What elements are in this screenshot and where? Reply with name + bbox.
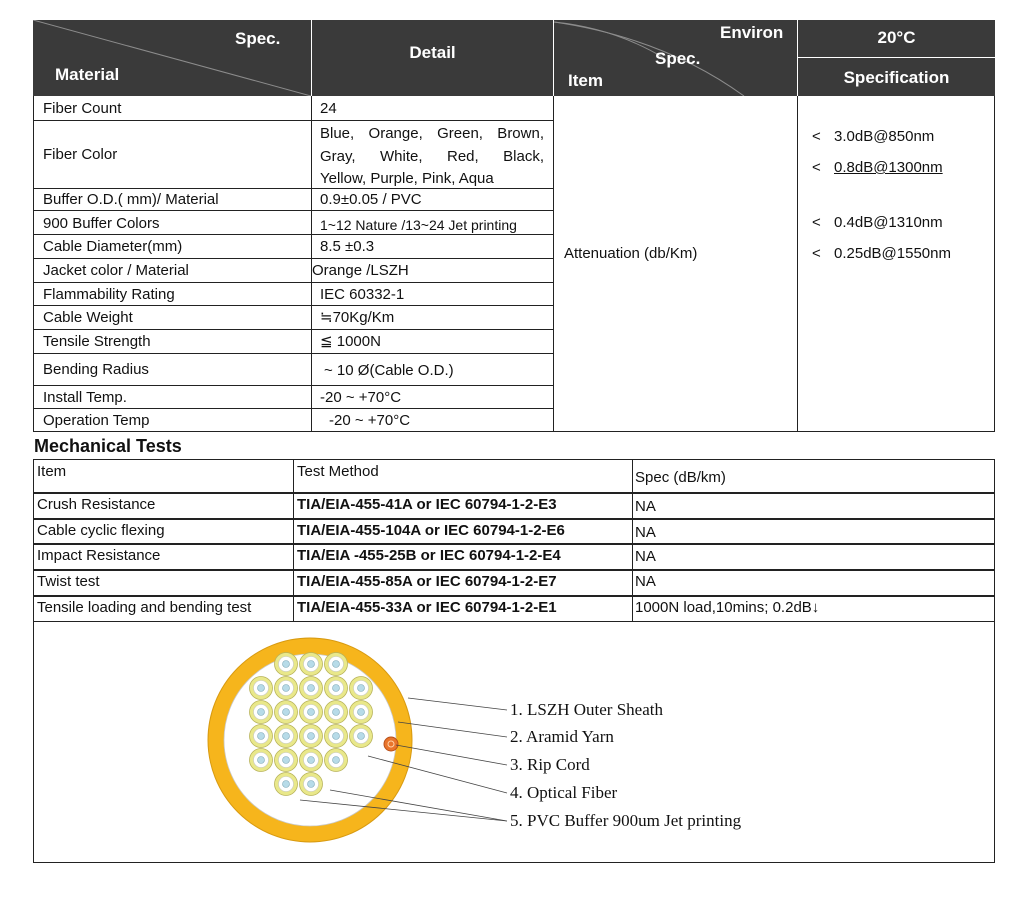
legend-item: 2. Aramid Yarn [510,727,614,746]
property-value: 1~12 Nature /13~24 Jet printing [320,217,517,233]
property-value: ≦ 1000N [320,333,381,350]
legend-item: 4. Optical Fiber [510,783,618,802]
mechanical-spec: NA [635,573,656,590]
property-value [320,123,544,191]
header-item-label: Item [568,71,603,90]
header-material-spec [33,20,311,96]
property-value: 8.5 ±0.3 [320,238,375,255]
mechanical-spec: NA [635,524,656,541]
attenuation-value: 0.8dB@1300nm [834,159,943,176]
mechanical-table [33,459,995,622]
header-environ-item [554,20,797,96]
mechanical-method: TIA/EIA-455-41A or IEC 60794-1-2-E3 [297,496,557,513]
mechanical-header-item: Item [37,463,67,480]
property-value: Orange /LSZH [312,262,409,279]
fiber-color-line: Yellow, Purple, Pink, Aqua [320,170,494,187]
attenuation-value: 0.4dB@1310nm [834,214,943,231]
mechanical-item: Cable cyclic flexing [37,522,165,539]
less-than-sign: < [812,128,821,145]
mechanical-method: TIA/EIA -455-25B or IEC 60794-1-2-E4 [297,547,561,564]
property-name: Jacket color / Material [43,262,189,279]
attenuation-value: 3.0dB@850nm [834,128,935,145]
mechanical-item: Tensile loading and bending test [37,599,252,616]
fiber-color-line: Gray, White, Red, Black, [320,147,544,165]
property-name: Bending Radius [43,361,149,378]
less-than-sign: < [812,159,821,176]
property-name: Fiber Count [43,100,122,117]
attenuation-spec [812,245,951,262]
property-value: -20 ~ +70°C [329,412,411,429]
property-value: IEC 60332-1 [320,286,405,303]
header-specification-label: Specification [843,68,950,87]
legend-item: 5. PVC Buffer 900um Jet printing [510,811,742,830]
mechanical-title: Mechanical Tests [34,436,182,456]
property-name: Buffer O.D.( mm)/ Material [43,191,219,208]
property-value: ~ 10 Ø(Cable O.D.) [324,362,454,379]
fiber-color-line: Blue, Orange, Green, Brown, [320,125,544,142]
property-value: -20 ~ +70°C [320,389,402,406]
property-name: Flammability Rating [43,286,175,303]
header-detail [312,20,553,96]
less-than-sign: < [812,245,821,262]
spec-table [33,20,995,432]
header-spec-label: Spec. [235,29,281,48]
header-material-label: Material [55,65,120,84]
mechanical-spec: NA [635,498,656,515]
mechanical-item: Twist test [37,573,100,590]
header-temp [798,20,995,57]
header-spec2-label: Spec. [655,49,701,68]
property-name: Fiber Color [43,146,118,163]
legend-item: 1. LSZH Outer Sheath [510,700,663,719]
header-environ-label: Environ [720,23,784,42]
header-temp-label: 20°C [877,28,916,47]
header-specification [798,58,995,96]
attenuation-spec [812,159,943,176]
mechanical-method: TIA/EIA-455-104A or IEC 60794-1-2-E6 [297,522,565,539]
mechanical-item: Crush Resistance [37,496,156,513]
property-name: Cable Weight [43,309,133,326]
property-name: Tensile Strength [43,333,151,350]
property-value: ≒70Kg/Km [320,309,395,326]
attenuation-spec [812,128,934,145]
mechanical-header-spec: Spec (dB/km) [635,469,726,486]
property-value: 24 [320,100,337,117]
mechanical-header-method: Test Method [297,463,379,480]
attenuation-spec [812,214,943,231]
mechanical-spec: 1000N load,10mins; 0.2dB↓ [635,599,820,616]
mechanical-method: TIA/EIA-455-33A or IEC 60794-1-2-E1 [297,599,557,616]
property-name: 900 Buffer Colors [43,215,160,232]
mechanical-spec: NA [635,548,656,565]
property-name: Install Temp. [43,389,127,406]
property-name: Operation Temp [43,412,150,429]
property-name: Cable Diameter(mm) [43,238,183,255]
property-value: 0.9±0.05 / PVC [320,191,422,208]
less-than-sign: < [812,214,821,231]
attenuation-value: 0.25dB@1550nm [834,245,951,262]
mechanical-method: TIA/EIA-455-85A or IEC 60794-1-2-E7 [297,573,557,590]
attenuation-item: Attenuation (db/Km) [564,245,698,262]
header-detail-label: Detail [409,43,456,62]
mechanical-item: Impact Resistance [37,547,161,564]
legend-item: 3. Rip Cord [510,755,590,774]
